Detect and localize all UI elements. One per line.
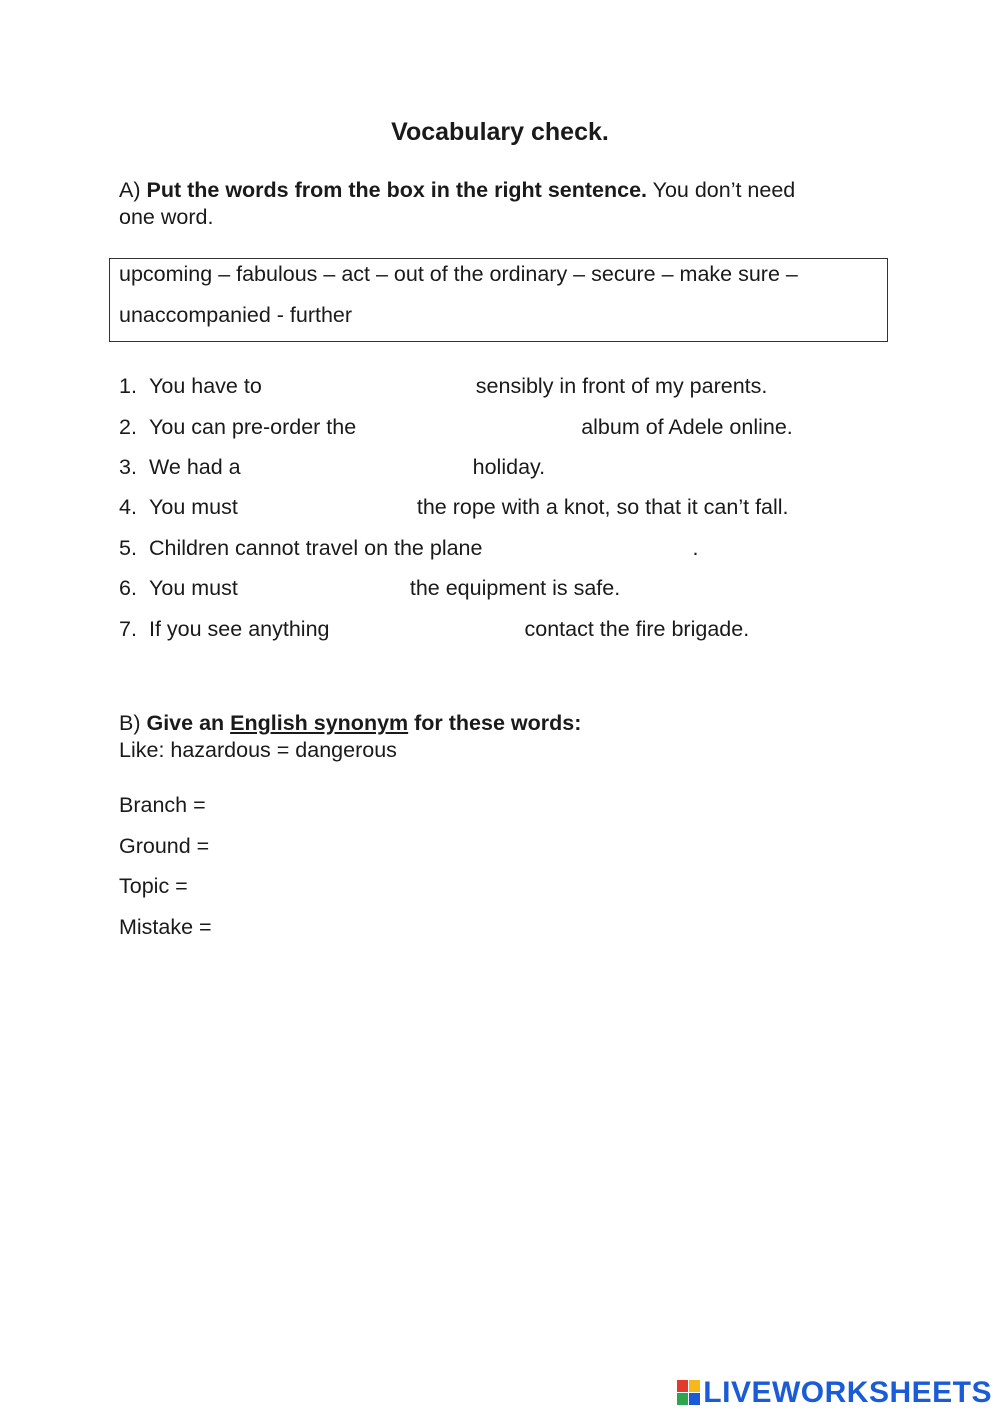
- synonym-label: Topic =: [119, 874, 188, 898]
- sentence-number: 4.: [119, 495, 137, 519]
- page-title: Vocabulary check.: [391, 118, 609, 146]
- section-b-bold-2: for these words:: [408, 711, 582, 735]
- answer-blank[interactable]: [238, 494, 417, 514]
- sentence-number: 2.: [119, 415, 137, 439]
- section-b-instruction: [119, 711, 581, 736]
- sentence-number: 3.: [119, 455, 137, 479]
- sentence-5: [119, 535, 698, 561]
- sentence-2: [119, 414, 793, 440]
- section-a-prefix: A): [119, 178, 147, 202]
- synonym-answer-blank[interactable]: [188, 873, 388, 893]
- synonym-label: Mistake =: [119, 915, 212, 939]
- answer-blank[interactable]: [482, 535, 692, 555]
- section-a-instruction-bold: Put the words from the box in the right sentence.: [146, 178, 647, 202]
- sentence-before: We had a: [149, 455, 241, 479]
- synonym-answer-blank[interactable]: [209, 833, 409, 853]
- synonym-label: Ground =: [119, 834, 210, 858]
- synonym-item-branch: [119, 792, 406, 818]
- answer-blank[interactable]: [241, 454, 473, 474]
- sentence-number: 7.: [119, 617, 137, 641]
- sentence-before: Children cannot travel on the plane: [149, 536, 483, 560]
- sentence-after: .: [692, 536, 699, 560]
- sentence-before: You must: [149, 495, 238, 519]
- sentence-number: 6.: [119, 576, 137, 600]
- sentence-after: the rope with a knot, so that it can’t fall.: [416, 495, 789, 519]
- answer-blank[interactable]: [329, 616, 524, 636]
- sentence-before: If you see anything: [149, 617, 330, 641]
- answer-blank[interactable]: [238, 575, 410, 595]
- synonym-label: Branch =: [119, 793, 206, 817]
- sentence-1: [119, 373, 767, 399]
- synonym-item-topic: [119, 873, 388, 899]
- sentence-6: [119, 575, 620, 601]
- sentence-after: album of Adele online.: [581, 415, 793, 439]
- answer-blank[interactable]: [356, 414, 581, 434]
- logo-mark-icon: [677, 1380, 701, 1406]
- section-a-instruction-rest: You don’t need: [647, 178, 796, 202]
- answer-blank[interactable]: [262, 373, 476, 393]
- synonym-item-mistake: [119, 914, 412, 940]
- section-a-instruction-line2: one word.: [119, 205, 214, 229]
- sentence-3: [119, 454, 545, 480]
- word-box-line1: upcoming – fabulous – act – out of the ordinary – secure – make sure –: [119, 262, 798, 286]
- liveworksheets-logo: [677, 1376, 992, 1410]
- sentence-number: 1.: [119, 374, 137, 398]
- section-b-prefix: B): [119, 711, 147, 735]
- sentence-before: You must: [149, 576, 238, 600]
- sentence-after: holiday.: [472, 455, 546, 479]
- sentence-before: You have to: [149, 374, 262, 398]
- synonym-answer-blank[interactable]: [206, 792, 406, 812]
- logo-text: LIVEWORKSHEETS: [703, 1376, 992, 1409]
- sentence-4: [119, 494, 789, 520]
- section-a-instruction: [119, 178, 795, 203]
- section-b-bold-underlined: English synonym: [230, 711, 409, 735]
- sentence-before: You can pre-order the: [149, 415, 357, 439]
- word-box-line2: unaccompanied - further: [119, 303, 353, 327]
- section-b-example: Like: hazardous = dangerous: [119, 738, 397, 762]
- synonym-answer-blank[interactable]: [212, 914, 412, 934]
- sentence-after: the equipment is safe.: [409, 576, 621, 600]
- synonym-item-ground: [119, 833, 409, 859]
- section-b-bold-1: Give an: [146, 711, 231, 735]
- sentence-after: contact the fire brigade.: [524, 617, 750, 641]
- sentence-7: [119, 616, 749, 642]
- sentence-number: 5.: [119, 536, 137, 560]
- sentence-after: sensibly in front of my parents.: [475, 374, 768, 398]
